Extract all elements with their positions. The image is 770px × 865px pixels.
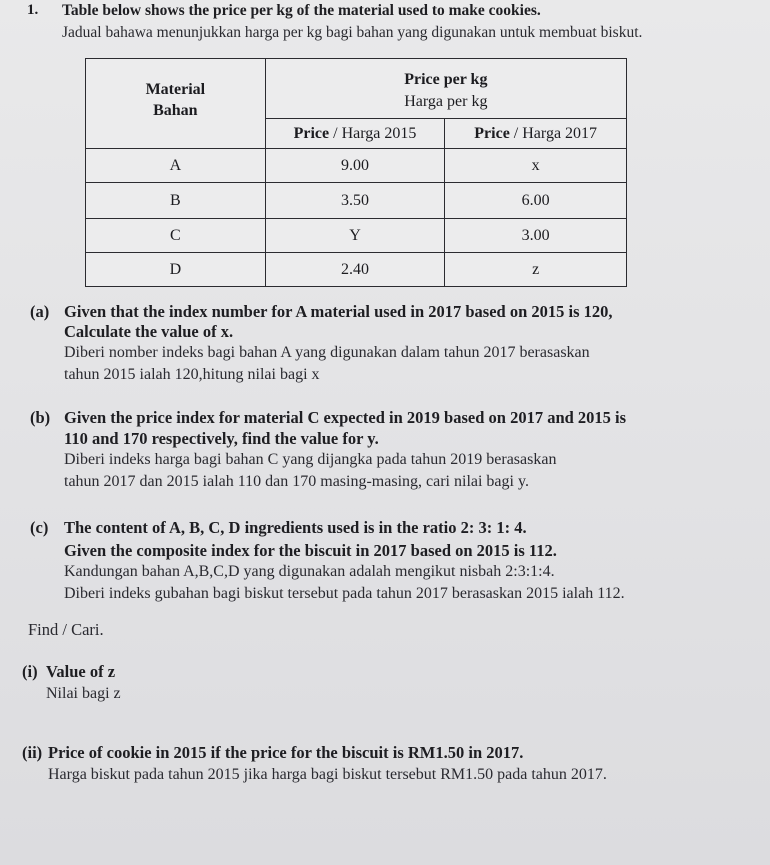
- price-2015-cell: 3.50: [265, 183, 445, 219]
- price-2017-cell: z: [445, 253, 627, 287]
- material-header-cell: [86, 59, 266, 149]
- part-a-line2: Calculate the value of x.: [64, 322, 234, 341]
- find-instruction: Find / Cari.: [28, 620, 104, 639]
- part-c-label: (c): [30, 518, 49, 537]
- col-2017-prefix: Price: [474, 124, 510, 142]
- col-2015-prefix: Price: [293, 124, 330, 142]
- col-2015-header: [265, 119, 445, 149]
- col-2015-suffix: / Harga 2015: [333, 124, 417, 142]
- price-2017-cell: x: [445, 149, 627, 183]
- col-2017-suffix: / Harga 2017: [513, 124, 598, 142]
- part-c-ms1: Kandungan bahan A,B,C,D yang digunakan adalah mengikut nisbah 2:3:1:4.: [64, 563, 555, 580]
- material-cell: B: [86, 183, 266, 219]
- intro-english: Table below shows the price per kg of the material used to make cookies.: [62, 2, 541, 19]
- price-table: [85, 58, 627, 287]
- intro-malay: Jadual bahawa menunjukkan harga per kg bagi bahan yang digunakan untuk membuat biskut.: [62, 24, 643, 41]
- part-a-ms1: Diberi nomber indeks bagi bahan A yang digunakan dalam tahun 2017 berasaskan: [64, 344, 590, 361]
- table-row: [86, 219, 627, 253]
- part-b-label: (b): [30, 408, 51, 427]
- material-cell: D: [86, 253, 266, 287]
- price-2017-cell: 6.00: [445, 183, 627, 219]
- material-cell: A: [86, 149, 266, 183]
- part-c-line2: Given the composite index for the biscuit in 2017 based on 2015 is 112.: [64, 541, 557, 560]
- question-number: 1.: [27, 2, 39, 18]
- part-ii-label: (ii): [22, 743, 43, 762]
- part-i-ms: Nilai bagi z: [46, 685, 121, 702]
- part-i-line: Value of z: [46, 662, 116, 681]
- part-c-line1: The content of A, B, C, D ingredients used is in the ratio 2: 3: 1: 4.: [64, 518, 527, 537]
- table-row: [86, 183, 627, 219]
- price-2017-cell: 3.00: [445, 219, 627, 253]
- part-a-ms2: tahun 2015 ialah 120,hitung nilai bagi x: [64, 366, 320, 383]
- price-header-cell: [265, 59, 626, 119]
- price-2015-cell: 9.00: [265, 149, 445, 183]
- material-cell: C: [86, 219, 266, 253]
- part-ii-line: Price of cookie in 2015 if the price for the biscuit is RM1.50 in 2017.: [48, 743, 524, 762]
- price-2015-cell: Y: [265, 219, 445, 253]
- material-header-ms: Bahan: [153, 102, 198, 119]
- part-i-label: (i): [22, 662, 38, 681]
- part-a-label: (a): [30, 302, 50, 321]
- col-2017-header: [445, 119, 627, 149]
- material-header: Material: [145, 81, 206, 98]
- part-a-line1: Given that the index number for A material used in 2017 based on 2015 is 120,: [64, 302, 613, 321]
- part-c-ms2: Diberi indeks gubahan bagi biskut tersebut pada tahun 2017 berasaskan 2015 ialah 112.: [64, 585, 625, 602]
- table-row: [86, 253, 627, 287]
- table-header-row: [86, 59, 627, 119]
- part-b-ms2: tahun 2017 dan 2015 ialah 110 dan 170 masing-masing, cari nilai bagi y.: [64, 473, 529, 490]
- price-2015-cell: 2.40: [265, 253, 445, 287]
- table-row: [86, 149, 627, 183]
- part-b-ms1: Diberi indeks harga bagi bahan C yang dijangka pada tahun 2019 berasaskan: [64, 451, 557, 468]
- part-b-line1: Given the price index for material C expected in 2019 based on 2017 and 2015 is: [64, 408, 627, 427]
- part-b-line2: 110 and 170 respectively, find the value for y.: [64, 429, 379, 448]
- part-ii-ms: Harga biskut pada tahun 2015 jika harga bagi biskut tersebut RM1.50 pada tahun 2017.: [48, 766, 607, 783]
- price-header-ms: Harga per kg: [404, 92, 488, 110]
- price-header: Price per kg: [404, 70, 488, 88]
